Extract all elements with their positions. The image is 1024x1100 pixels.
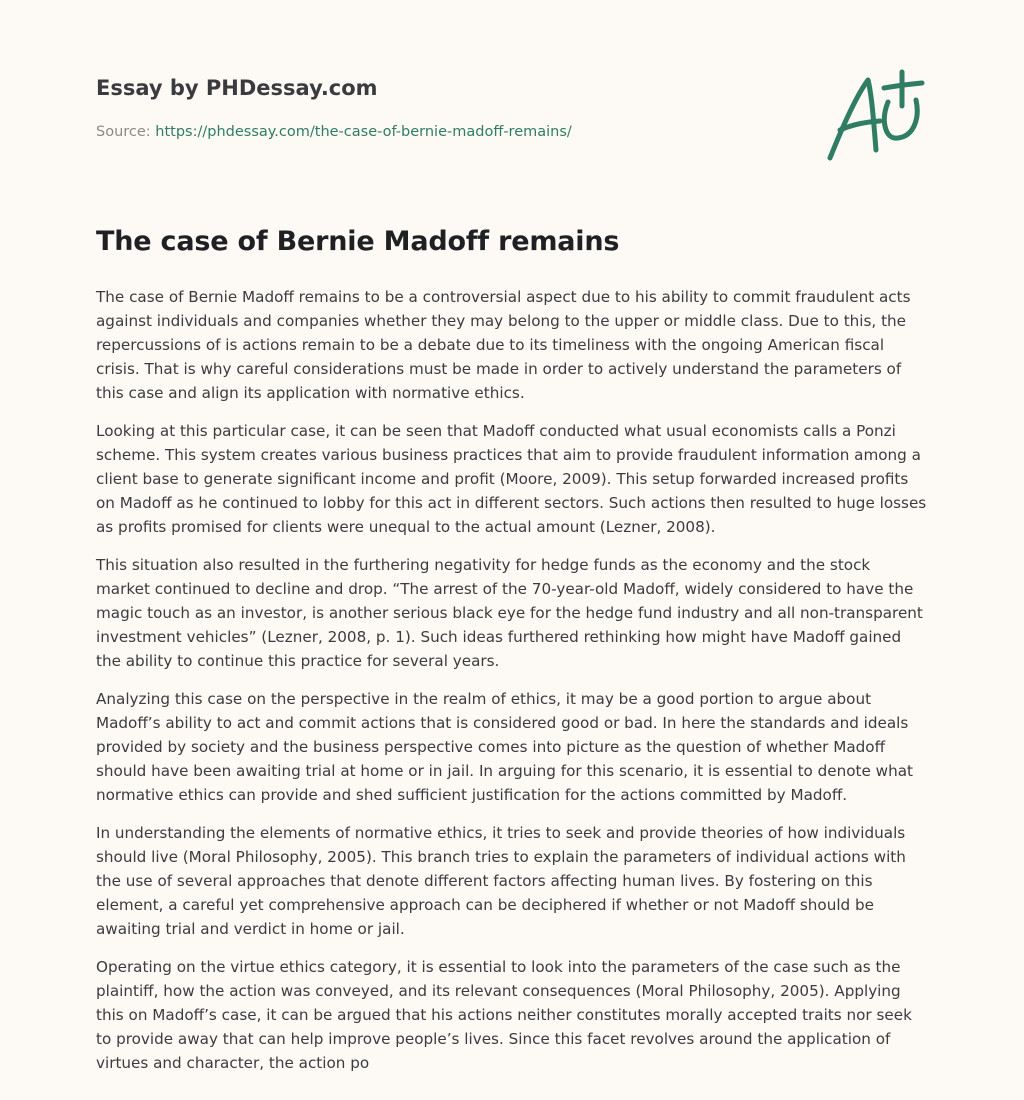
essay-paragraph: In understanding the elements of normative ethics, it tries to seek and provide theories of how individuals should live (Moral Philosophy, 2005). This branch tries to explain the parameters of individual actions with the use of several approaches that denote different factors affecting human lives. By fostering on this element, a careful yet comprehensive approach can be deciphered if whether or not Madoff should be awaiting trial and verdict in home or jail. [96, 824, 906, 938]
essay-paragraph: This situation also resulted in the furthering negativity for hedge funds as the economy and the stock market continued to decline and drop. “The arrest of the 70-year-old Madoff, widely considered to have the magic touch as an investor, is another serious black eye for the hedge fund industry and all non-transparent investment vehicles” (Lezner, 2008, p. 1). Such ideas furthered rethinking how might have Madoff gained the ability to continue this practice for several years. [96, 556, 923, 670]
essay-paragraph: Analyzing this case on the perspective in the realm of ethics, it may be a good portion to argue about Madoff’s ability to act and commit actions that is considered good or bad. In here the standards and ideals provided by society and the business perspective comes into picture as the question of whether Madoff should have been awaiting trial at home or in jail. In arguing for this scenario, it is essential to denote what normative ethics can provide and shed sufficient justification for the actions committed by Madoff. [96, 690, 913, 804]
source-link[interactable]: https://phdessay.com/the-case-of-bernie-madoff-remains/ [155, 124, 572, 140]
a-plus-logo-icon [822, 66, 928, 166]
essay-body [96, 285, 928, 1089]
essay-paragraph: Operating on the virtue ethics category, it is essential to look into the parameters of the case such as the plaintiff, how the action was conveyed, and its relevant consequences (Moral Philosophy, 2005). Applying this on Madoff’s case, it can be argued that his actions neither constitutes morally accepted traits nor seek to provide away that can help improve people’s lives. Since this facet revolves around the application of virtues and character, the action po [96, 958, 912, 1072]
essay-title: The case of Bernie Madoff remains [96, 226, 620, 257]
essay-paragraph: Looking at this particular case, it can be seen that Madoff conducted what usual economists calls a Ponzi scheme. This system creates various business practices that aim to provide fraudulent information among a client base to generate significant income and profit (Moore, 2009). This setup forwarded increased profits on Madoff as he continued to lobby for this act in different sectors. Such actions then resulted to huge losses as profits promised for clients were unequal to the actual amount (Lezner, 2008). [96, 422, 927, 536]
site-brand: Essay by PHDessay.com [96, 76, 378, 100]
source-line [96, 124, 572, 140]
source-label: Source: [96, 124, 151, 140]
essay-paragraph: The case of Bernie Madoff remains to be a controversial aspect due to his ability to commit fraudulent acts against individuals and companies whether they may belong to the upper or middle class. Due to this, the repercussions of is actions remain to be a debate due to its timeliness with the ongoing American fiscal crisis. That is why careful considerations must be made in order to actively understand the parameters of this case and align its application with normative ethics. [96, 288, 911, 402]
